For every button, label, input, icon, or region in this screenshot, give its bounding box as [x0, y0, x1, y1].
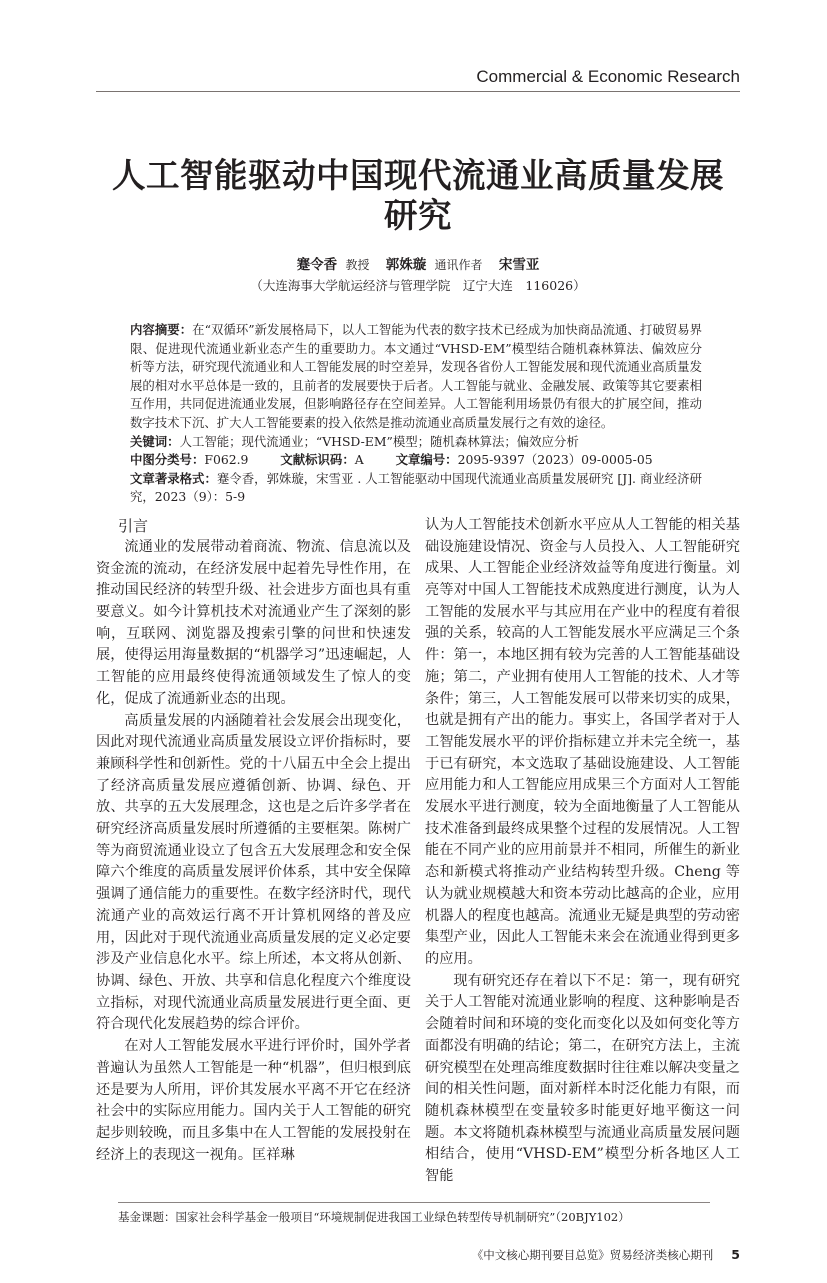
classification — [130, 451, 702, 470]
abstract-block — [130, 321, 702, 507]
author-name: 宋雪亚 — [498, 257, 540, 273]
paragraph: 现有研究还存在着以下不足：第一，现有研究关于人工智能对流通业影响的程度、这种影响是否会随着时间和环境的变化而变化以及如何变化等方面都没有明确的结论；第二，在研究方法上，主流研究模型在处理高维度数据时往往难以解决变量之间的相关性问题，面对新样本时泛化能力有限，而随机森林模型在变量较多时能更好地平衡这一问题。本文将随机森林模型与流通业高质量发展问题相结合，使用“VHSD-EM”模型分析各地区人工智能 — [425, 972, 740, 1185]
fund-note: 基金课题：国家社会科学基金一般项目“环境规制促进我国工业绿色转型传导机制研究”（20BJY102） — [118, 1209, 630, 1224]
clc-value: F062.9 — [204, 452, 249, 468]
page-number: 5 — [731, 1246, 740, 1262]
abstract-label: 内容摘要： — [130, 322, 193, 337]
citation-label: 文章著录格式： — [130, 470, 217, 486]
footnote-divider — [118, 1202, 710, 1203]
author-list — [96, 256, 740, 275]
paragraph: 在对人工智能发展水平进行评价时，国外学者普遍认为虽然人工智能是一种“机器”，但归根到底还是要为人所用，评价其发展水平离不开它在经济社会中的实际应用能力。国内关于人工智能的研究起步则较晚，而且多集中在人工智能的发展投射在经济上的表现这一视角。匡祥琳 — [96, 1038, 411, 1163]
keywords-text: 人工智能；现代流通业；“VHSD-EM”模型；随机森林算法；偏效应分析 — [179, 433, 579, 449]
doc-code-value: A — [354, 452, 364, 468]
journal-name: Commercial & Economic Research — [476, 67, 740, 86]
doc-code — [280, 451, 363, 470]
article-number-label: 文章编号： — [395, 452, 458, 468]
clc — [130, 451, 248, 470]
citation-text: 蹇令香，郭姝璇，宋雪亚 . 人工智能驱动中国现代流通业高质量发展研究 [J]. 商业经济研究，2023（9）：5-9 — [130, 470, 702, 505]
clc-label: 中图分类号： — [130, 452, 205, 468]
header-divider — [96, 91, 740, 92]
body-column-left — [96, 515, 411, 1188]
article-number-value: 2095-9397（2023）09-0005-05 — [457, 452, 653, 468]
affiliation: （大连海事大学航运经济与管理学院 辽宁大连 116026） — [250, 278, 586, 293]
author-name: 郭姝璇 — [385, 257, 427, 273]
abstract-text: 在“双循环”新发展格局下，以人工智能为代表的数字技术已经成为加快商品流通、打破贸易界限、促进现代流通业新业态产生的重要助力。本文通过“VHSD-EM”模型结合随机森林算法、偏效应分析等方法，研究现代流通业和人工智能发展的时空差异，发现各省份人工智能发展和现代流通业高质量发展的相对水平总体是一致的，且前者的发展要快于后者。人工智能与就业、金融发展、政策等其它要素相互作用，共同促进流通业发展，但影响路径存在空间差异。人工智能利用场景仍有很大的扩展空间，推动数字技术下沉、扩大人工智能要素的投入依然是推动流通业高质量发展行之有效的途径。 — [130, 322, 703, 430]
section-heading: 引言 — [118, 516, 149, 535]
author-role: 通讯作者 — [434, 258, 483, 272]
page-footer — [96, 1247, 740, 1263]
author-role: 教授 — [345, 258, 370, 272]
body-columns — [96, 515, 740, 1188]
keywords-label: 关键词： — [130, 433, 180, 449]
keywords — [130, 433, 702, 452]
footer-text: 《中文核心期刊要目总览》贸易经济类核心期刊 — [471, 1247, 714, 1262]
article-number — [396, 451, 653, 470]
article-title: 人工智能驱动中国现代流通业高质量发展研究 — [112, 156, 724, 235]
citation — [130, 470, 702, 507]
paragraph: 高质量发展的内涵随着社会发展会出现变化，因此对现代流通业高质量发展设立评价指标时，要兼顾科学性和创新性。党的十八届五中全会上提出了经济高质量发展应遵循创新、协调、绿色、开放、共享的五大发展理念，这也是之后许多学者在研究经济高质量发展时所遵循的主要框架。陈树广等为商贸流通业设立了包含五大发展理念和安全保障六个维度的高质量发展评价体系，其中安全保障强调了通信能力的重要性。在数字经济时代，现代流通产业的高效运行离不开计算机网络的普及应用，因此对于现代流通业高质量发展的定义必定要涉及产业信息化水平。综上所述，本文将从创新、协调、绿色、开放、共享和信息化程度六个维度设立指标，对现代流通业高质量发展进行更全面、更符合现代化发展趋势的综合评价。 — [96, 712, 411, 1033]
doc-code-label: 文献标识码： — [280, 452, 355, 468]
body-column-right — [425, 515, 740, 1188]
paragraph: 流通业的发展带动着商流、物流、信息流以及资金流的流动，在经济发展中起着先导性作用，在推动国民经济的转型升级、社会进步方面也具有重要意义。如今计算机技术对流通业产生了深刻的影响，互联网、浏览器及搜索引擎的问世和快速发展，使得运用海量数据的“机器学习”迅速崛起，人工智能的应用最终使得流通领域发生了惊人的变化，促成了流通新业态的出现。 — [96, 538, 411, 707]
author-name: 蹇令香 — [296, 257, 338, 273]
abstract — [130, 321, 702, 433]
paragraph: 认为人工智能技术创新水平应从人工智能的相关基础设施建设情况、资金与人员投入、人工智能研究成果、人工智能企业经济效益等角度进行衡量。刘亮等对中国人工智能技术成熟度进行测度，认为人工智能的发展水平与其应用在产业中的程度有着很强的关系，较高的人工智能发展水平应满足三个条件：第一，本地区拥有较为完善的人工智能基础设施；第二，产业拥有使用人工智能的技术、人才等条件；第三，人工智能发展可以带来切实的成果，也就是拥有产出的能力。事实上，各国学者对于人工智能发展水平的评价指标建立并未完全统一，基于已有研究，本文选取了基础设施建设、人工智能应用能力和人工智能应用成果三个方面对人工智能发展水平进行测度，较为全面地衡量了人工智能从技术准备到最终成果整个过程的发展情况。人工智能在不同产业的应用前景并不相同，所催生的新业态和新模式将推动产业结构转型升级。Cheng 等认为就业规模越大和资本劳动比越高的企业，应用机器人的程度也越高。流通业无疑是典型的劳动密集型产业，因此人工智能未来会在流通业得到更多的应用。 — [425, 516, 740, 967]
